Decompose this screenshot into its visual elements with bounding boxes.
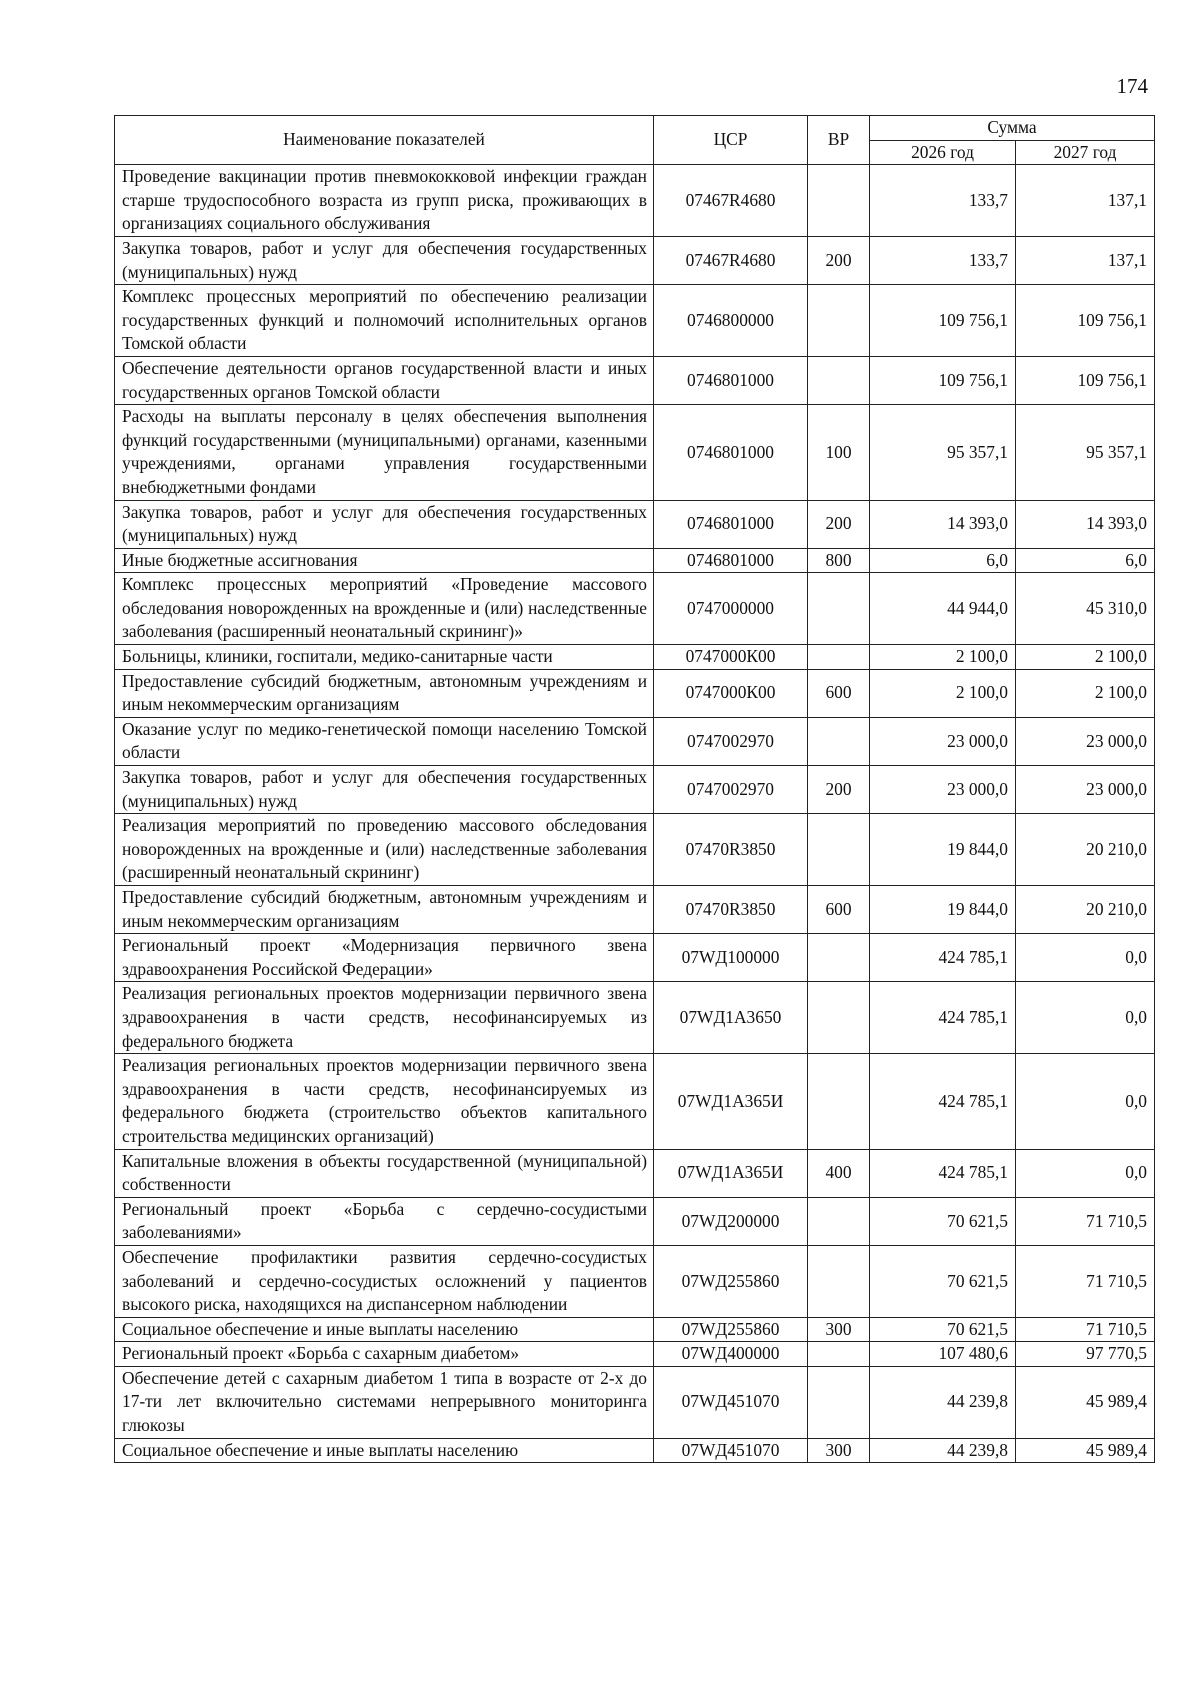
row-csr-cell: 07WД1А365И — [654, 1054, 808, 1149]
row-name-cell: Региональный проект «Модернизация первичного звена здравоохранения Российской Федерации» — [115, 934, 654, 982]
table-row — [115, 645, 1155, 670]
row-name-cell: Комплекс процессных мероприятий по обеспечению реализации государственных функций и полномочий исполнительных органов Томской области — [115, 285, 654, 357]
row-csr-cell: 0747000К00 — [654, 669, 808, 717]
row-sum-2026-cell: 44 239,8 — [870, 1366, 1016, 1438]
table-row — [115, 356, 1155, 404]
row-vr-cell — [808, 645, 870, 670]
row-csr-cell: 07467R4680 — [654, 165, 808, 237]
row-sum-2026-cell: 133,7 — [870, 236, 1016, 284]
row-sum-2026-cell: 70 621,5 — [870, 1245, 1016, 1317]
row-sum-2027-cell: 0,0 — [1016, 934, 1155, 982]
row-name-cell: Обеспечение детей с сахарным диабетом 1 типа в возрасте от 2-х до 17-ти лет включительно системами непрерывного мониторинга глюкозы — [115, 1366, 654, 1438]
row-vr-cell: 200 — [808, 500, 870, 548]
row-sum-2027-cell: 2 100,0 — [1016, 645, 1155, 670]
row-csr-cell: 07WД255860 — [654, 1317, 808, 1342]
row-sum-2026-cell: 6,0 — [870, 548, 1016, 573]
table-row — [115, 1149, 1155, 1197]
row-sum-2026-cell: 2 100,0 — [870, 645, 1016, 670]
table-row — [115, 982, 1155, 1054]
row-vr-cell — [808, 285, 870, 357]
row-vr-cell: 600 — [808, 886, 870, 934]
table-body — [115, 165, 1155, 1463]
row-vr-cell — [808, 1197, 870, 1245]
row-name-cell: Оказание услуг по медико-генетической помощи населению Томской области — [115, 717, 654, 765]
row-sum-2027-cell: 95 357,1 — [1016, 405, 1155, 500]
header-year-2027: 2027 год — [1016, 140, 1155, 165]
row-vr-cell — [808, 356, 870, 404]
row-name-cell: Закупка товаров, работ и услуг для обеспечения государственных (муниципальных) нужд — [115, 500, 654, 548]
row-vr-cell — [808, 1366, 870, 1438]
table-row — [115, 236, 1155, 284]
row-csr-cell: 07WД1А3650 — [654, 982, 808, 1054]
row-name-cell: Региональный проект «Борьба с сердечно-сосудистыми заболеваниями» — [115, 1197, 654, 1245]
row-name-cell: Реализация региональных проектов модернизации первичного звена здравоохранения в части средств, несофинансируемых из федерального бюджета (строительство объектов капитального строительства медицинских организаций) — [115, 1054, 654, 1149]
table-row — [115, 285, 1155, 357]
row-vr-cell: 600 — [808, 669, 870, 717]
row-csr-cell: 0747002970 — [654, 766, 808, 814]
table-row — [115, 886, 1155, 934]
row-sum-2027-cell: 2 100,0 — [1016, 669, 1155, 717]
row-csr-cell: 07470R3850 — [654, 886, 808, 934]
row-sum-2027-cell: 71 710,5 — [1016, 1245, 1155, 1317]
row-vr-cell: 300 — [808, 1438, 870, 1463]
row-name-cell: Предоставление субсидий бюджетным, автономным учреждениям и иным некоммерческим организациям — [115, 886, 654, 934]
row-sum-2027-cell: 20 210,0 — [1016, 814, 1155, 886]
row-sum-2027-cell: 97 770,5 — [1016, 1342, 1155, 1367]
row-sum-2026-cell: 424 785,1 — [870, 982, 1016, 1054]
row-sum-2026-cell: 424 785,1 — [870, 1054, 1016, 1149]
row-name-cell: Закупка товаров, работ и услуг для обеспечения государственных (муниципальных) нужд — [115, 766, 654, 814]
row-csr-cell: 0746801000 — [654, 500, 808, 548]
row-vr-cell — [808, 814, 870, 886]
row-vr-cell — [808, 1245, 870, 1317]
row-sum-2026-cell: 23 000,0 — [870, 766, 1016, 814]
row-vr-cell — [808, 717, 870, 765]
row-name-cell: Иные бюджетные ассигнования — [115, 548, 654, 573]
row-sum-2027-cell: 14 393,0 — [1016, 500, 1155, 548]
budget-table — [114, 115, 1155, 1463]
row-csr-cell: 07467R4680 — [654, 236, 808, 284]
row-sum-2026-cell: 70 621,5 — [870, 1317, 1016, 1342]
row-sum-2027-cell: 20 210,0 — [1016, 886, 1155, 934]
row-csr-cell: 07WД100000 — [654, 934, 808, 982]
row-sum-2027-cell: 109 756,1 — [1016, 356, 1155, 404]
row-sum-2026-cell: 44 239,8 — [870, 1438, 1016, 1463]
row-vr-cell: 400 — [808, 1149, 870, 1197]
header-year-2026: 2026 год — [870, 140, 1016, 165]
row-sum-2026-cell: 424 785,1 — [870, 934, 1016, 982]
row-sum-2026-cell: 23 000,0 — [870, 717, 1016, 765]
row-sum-2027-cell: 109 756,1 — [1016, 285, 1155, 357]
table-header — [115, 116, 1155, 165]
row-vr-cell — [808, 934, 870, 982]
row-sum-2027-cell: 23 000,0 — [1016, 766, 1155, 814]
row-csr-cell: 0747000К00 — [654, 645, 808, 670]
row-sum-2026-cell: 133,7 — [870, 165, 1016, 237]
table-row — [115, 500, 1155, 548]
table-row — [115, 1245, 1155, 1317]
row-csr-cell: 07WД451070 — [654, 1366, 808, 1438]
row-sum-2027-cell: 137,1 — [1016, 236, 1155, 284]
row-vr-cell — [808, 165, 870, 237]
row-sum-2026-cell: 109 756,1 — [870, 356, 1016, 404]
row-name-cell: Предоставление субсидий бюджетным, автономным учреждениям и иным некоммерческим организациям — [115, 669, 654, 717]
row-vr-cell — [808, 1342, 870, 1367]
table-row — [115, 405, 1155, 500]
header-name: Наименование показателей — [115, 116, 654, 165]
row-sum-2026-cell: 109 756,1 — [870, 285, 1016, 357]
row-csr-cell: 0746800000 — [654, 285, 808, 357]
row-vr-cell: 300 — [808, 1317, 870, 1342]
row-name-cell: Проведение вакцинации против пневмококковой инфекции граждан старше трудоспособного возраста из групп риска, проживающих в организациях социального обслуживания — [115, 165, 654, 237]
row-sum-2026-cell: 2 100,0 — [870, 669, 1016, 717]
row-csr-cell: 07WД451070 — [654, 1438, 808, 1463]
row-csr-cell: 07470R3850 — [654, 814, 808, 886]
row-sum-2026-cell: 95 357,1 — [870, 405, 1016, 500]
table-row — [115, 1366, 1155, 1438]
row-csr-cell: 07WД400000 — [654, 1342, 808, 1367]
page-number: 174 — [1116, 74, 1148, 98]
row-sum-2026-cell: 44 944,0 — [870, 573, 1016, 645]
header-csr: ЦСР — [654, 116, 808, 165]
row-sum-2027-cell: 71 710,5 — [1016, 1317, 1155, 1342]
row-vr-cell: 100 — [808, 405, 870, 500]
row-vr-cell: 200 — [808, 766, 870, 814]
row-name-cell: Комплекс процессных мероприятий «Проведение массового обследования новорожденных на врожденные и (или) наследственные заболевания (расширенный неонатальный скрининг)» — [115, 573, 654, 645]
table-row — [115, 669, 1155, 717]
row-csr-cell: 07WД200000 — [654, 1197, 808, 1245]
row-vr-cell — [808, 573, 870, 645]
row-sum-2027-cell: 45 989,4 — [1016, 1438, 1155, 1463]
row-sum-2026-cell: 424 785,1 — [870, 1149, 1016, 1197]
row-sum-2027-cell: 0,0 — [1016, 1149, 1155, 1197]
row-name-cell: Расходы на выплаты персоналу в целях обеспечения выполнения функций государственными (муниципальными) органами, казенными учреждениями, органами управления государственными внебюджетными фондами — [115, 405, 654, 500]
header-vr: ВР — [808, 116, 870, 165]
table-row — [115, 766, 1155, 814]
row-vr-cell: 800 — [808, 548, 870, 573]
header-sum: Сумма — [870, 116, 1155, 141]
row-name-cell: Реализация региональных проектов модернизации первичного звена здравоохранения в части средств, несофинансируемых из федерального бюджета — [115, 982, 654, 1054]
table-row — [115, 934, 1155, 982]
row-sum-2026-cell: 70 621,5 — [870, 1197, 1016, 1245]
table-row — [115, 573, 1155, 645]
row-sum-2027-cell: 0,0 — [1016, 982, 1155, 1054]
row-sum-2026-cell: 107 480,6 — [870, 1342, 1016, 1367]
row-sum-2027-cell: 71 710,5 — [1016, 1197, 1155, 1245]
row-csr-cell: 0746801000 — [654, 548, 808, 573]
row-name-cell: Социальное обеспечение и иные выплаты населению — [115, 1438, 654, 1463]
row-csr-cell: 0746801000 — [654, 356, 808, 404]
row-vr-cell — [808, 1054, 870, 1149]
table-row — [115, 1317, 1155, 1342]
table-row — [115, 717, 1155, 765]
row-csr-cell: 0747000000 — [654, 573, 808, 645]
row-sum-2027-cell: 23 000,0 — [1016, 717, 1155, 765]
row-sum-2026-cell: 14 393,0 — [870, 500, 1016, 548]
table-row — [115, 165, 1155, 237]
table-row — [115, 1342, 1155, 1367]
row-name-cell: Региональный проект «Борьба с сахарным диабетом» — [115, 1342, 654, 1367]
row-csr-cell: 0747002970 — [654, 717, 808, 765]
row-name-cell: Капитальные вложения в объекты государственной (муниципальной) собственности — [115, 1149, 654, 1197]
table-row — [115, 1438, 1155, 1463]
table-row — [115, 814, 1155, 886]
row-csr-cell: 07WД1А365И — [654, 1149, 808, 1197]
table-row — [115, 1054, 1155, 1149]
row-sum-2026-cell: 19 844,0 — [870, 814, 1016, 886]
table-row — [115, 1197, 1155, 1245]
row-sum-2027-cell: 0,0 — [1016, 1054, 1155, 1149]
row-csr-cell: 0746801000 — [654, 405, 808, 500]
row-name-cell: Закупка товаров, работ и услуг для обеспечения государственных (муниципальных) нужд — [115, 236, 654, 284]
row-name-cell: Социальное обеспечение и иные выплаты населению — [115, 1317, 654, 1342]
row-csr-cell: 07WД255860 — [654, 1245, 808, 1317]
row-sum-2027-cell: 45 310,0 — [1016, 573, 1155, 645]
row-vr-cell: 200 — [808, 236, 870, 284]
row-name-cell: Обеспечение деятельности органов государственной власти и иных государственных органов Томской области — [115, 356, 654, 404]
row-name-cell: Реализация мероприятий по проведению массового обследования новорожденных на врожденные и (или) наследственные заболевания (расширенный неонатальный скрининг) — [115, 814, 654, 886]
row-sum-2027-cell: 6,0 — [1016, 548, 1155, 573]
row-sum-2027-cell: 45 989,4 — [1016, 1366, 1155, 1438]
row-name-cell: Обеспечение профилактики развития сердечно-сосудистых заболеваний и сердечно-сосудистых осложнений у пациентов высокого риска, находящихся на диспансерном наблюдении — [115, 1245, 654, 1317]
table-row — [115, 548, 1155, 573]
row-name-cell: Больницы, клиники, госпитали, медико-санитарные части — [115, 645, 654, 670]
row-sum-2026-cell: 19 844,0 — [870, 886, 1016, 934]
row-vr-cell — [808, 982, 870, 1054]
row-sum-2027-cell: 137,1 — [1016, 165, 1155, 237]
